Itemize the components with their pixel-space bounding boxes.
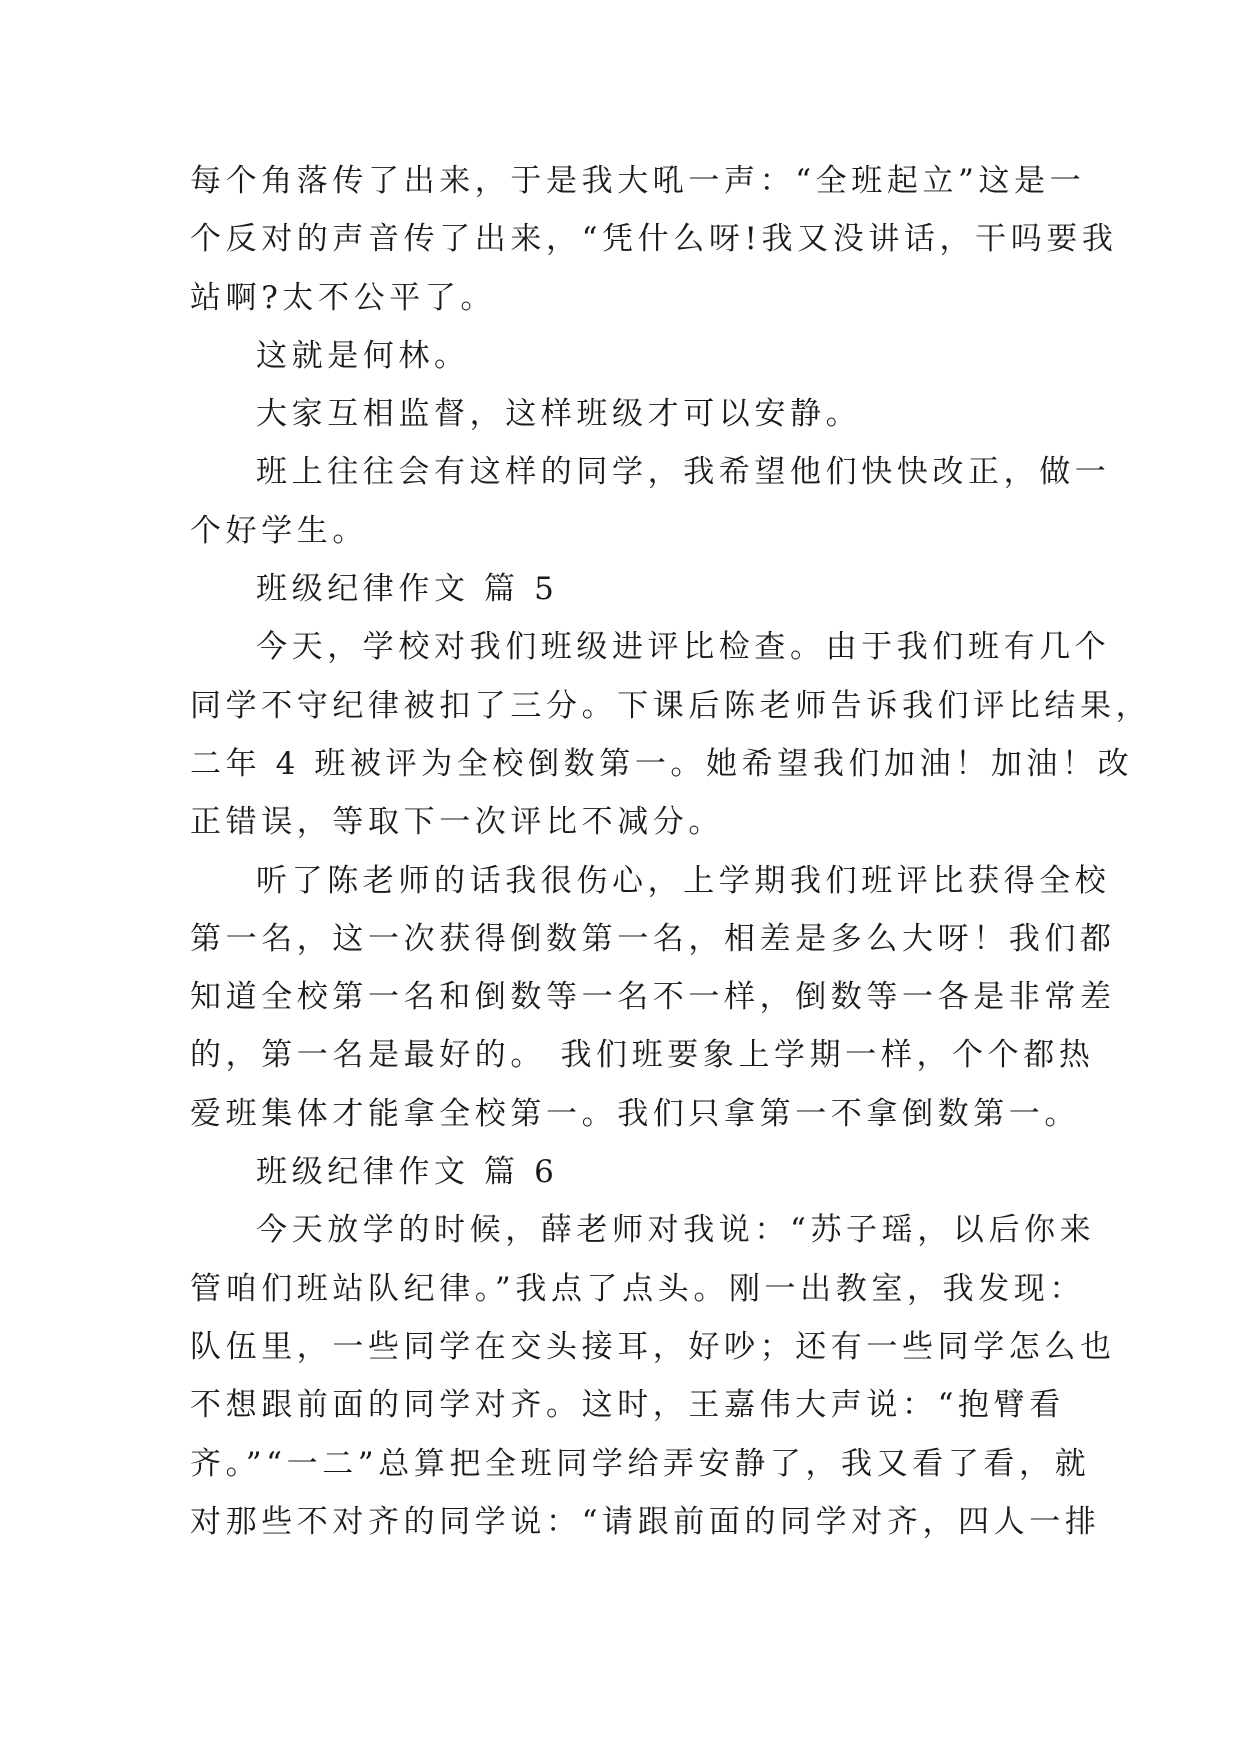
section-heading: 班级纪律作文 篇 5 [256, 571, 559, 608]
text-line: 正错误，等取下一次评比不减分。 [190, 804, 724, 841]
paragraph-start: 大家互相监督，这样班级才可以安静。 [256, 396, 862, 433]
paragraph-start: 听了陈老师的话我很伤心，上学期我们班评比获得全校 [256, 862, 1111, 899]
text-line: 的，第一名是最好的。 我们班要象上学期一样，个个都热 [190, 1037, 1095, 1074]
text-line: 站啊?太不公平了。 [190, 279, 497, 316]
text-line: 齐。”“一二”总算把全班同学给弄安静了，我又看了看，就 [190, 1445, 1091, 1482]
text-line: 队伍里，一些同学在交头接耳，好吵；还有一些同学怎么也 [190, 1328, 1116, 1365]
text-line: 个反对的声音传了出来，“凭什么呀!我又没讲话，干吗要我 [190, 221, 1118, 258]
text-line: 对那些不对齐的同学说：“请跟前面的同学对齐，四人一排 [190, 1503, 1101, 1540]
text-line: 每个角落传了出来，于是我大吼一声：“全班起立”这是一 [190, 163, 1086, 199]
document-page [190, 152, 1152, 1551]
text-line: 第一名，这一次获得倒数第一名，相差是多么大呀！我们都 [190, 920, 1116, 957]
text-line: 同学不守纪律被扣了三分。下课后陈老师告诉我们评比结果， [190, 687, 1152, 724]
text-line: 不想跟前面的同学对齐。这时，王嘉伟大声说：“抱臂看 [190, 1387, 1065, 1424]
text-line: 管咱们班站队纪律。”我点了点头。刚一出教室，我发现： [190, 1270, 1085, 1307]
paragraph-start: 今天放学的时候，薛老师对我说：“苏子瑶，以后你来 [256, 1212, 1096, 1249]
text-line: 个好学生。 [190, 512, 368, 549]
section-heading: 班级纪律作文 篇 6 [256, 1154, 559, 1191]
text-line: 爱班集体才能拿全校第一。我们只拿第一不拿倒数第一。 [190, 1095, 1080, 1132]
paragraph-start: 今天，学校对我们班级进评比检查。由于我们班有几个 [256, 629, 1111, 666]
text-line: 知道全校第一名和倒数等一名不一样，倒数等一各是非常差 [190, 979, 1116, 1016]
text-line: 二年 4 班被评为全校倒数第一。她希望我们加油！加油！改 [190, 745, 1134, 782]
paragraph-start: 班上往往会有这样的同学，我希望他们快快改正，做一 [256, 454, 1111, 491]
paragraph-start: 这就是何林。 [256, 337, 470, 374]
